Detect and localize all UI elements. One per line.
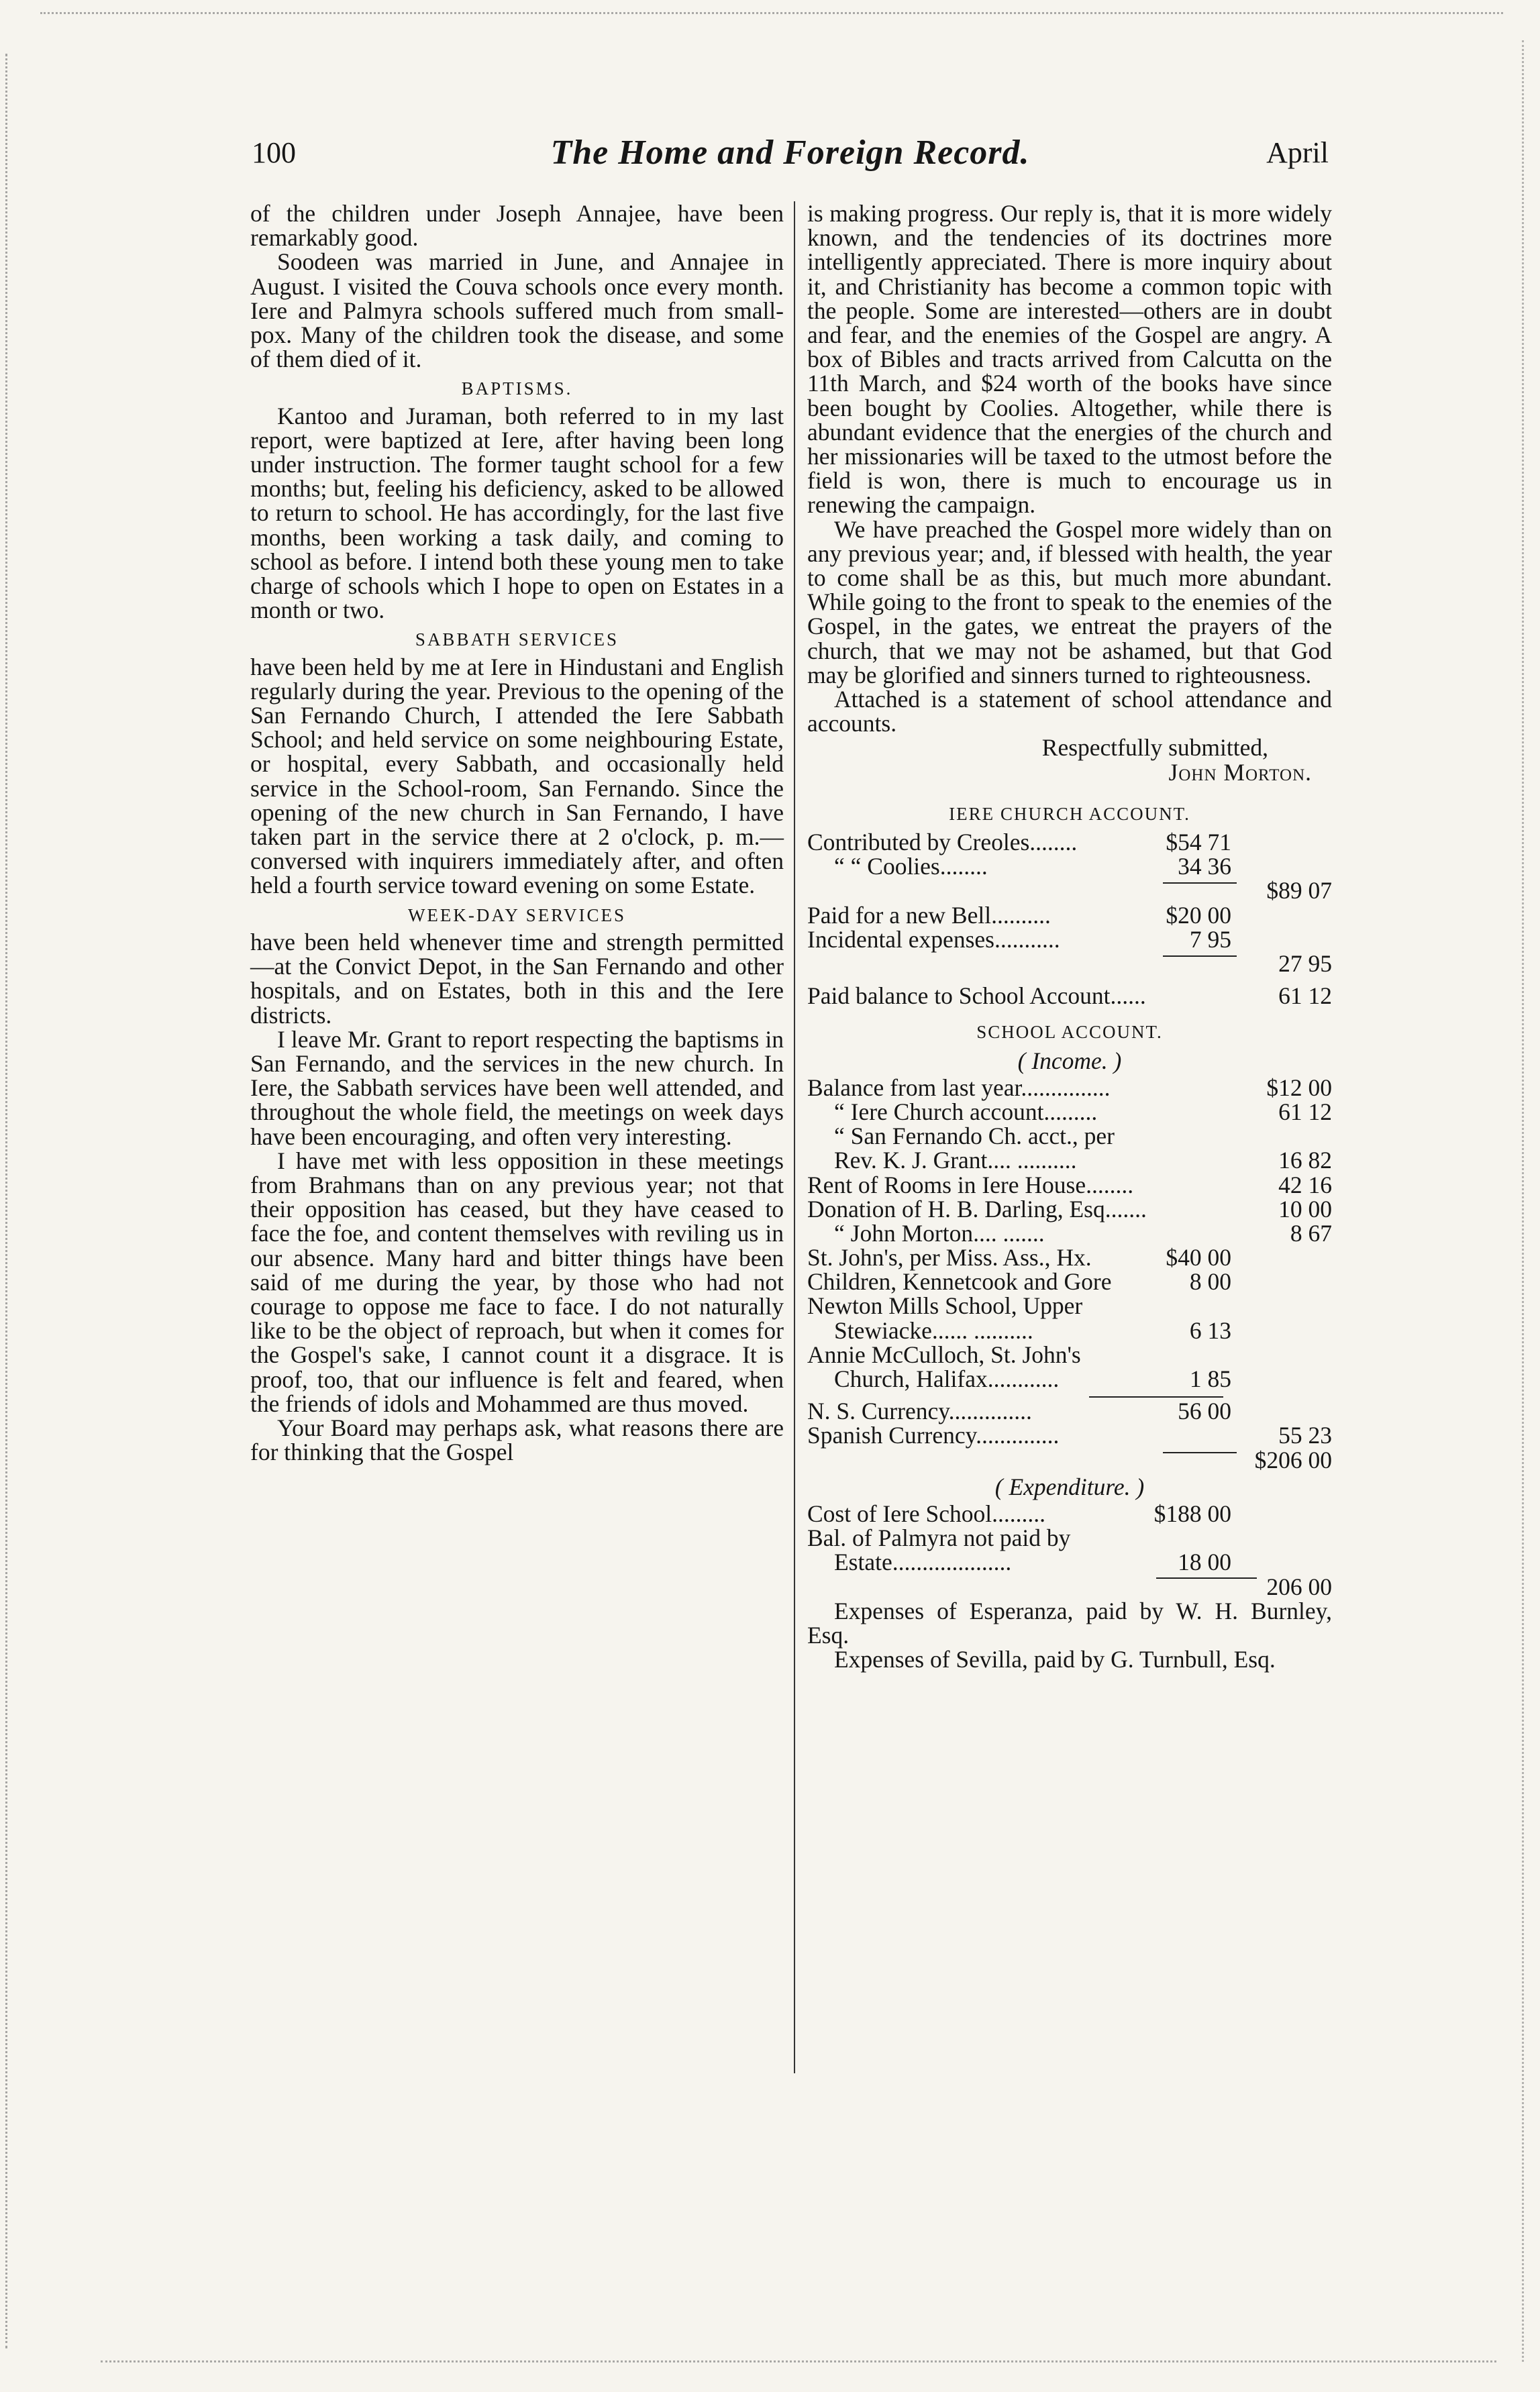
ledger-label: St. John's, per Miss. Ass., Hx.	[807, 1244, 1092, 1271]
paragraph: We have preached the Gospel more widely than on any previous year; and, if blessed with health, the year to come shall be as this, but much more abundant. While going to the front to speak to the enemies of the Gospel, in the gates, we entreat the prayers of the church, that we may not be ashamed, but that God may be glorified and sinners turned to righteousness.	[807, 515, 1332, 688]
section-heading: BAPTISMS.	[461, 378, 573, 399]
ledger-row	[807, 1294, 1332, 1318]
ledger-amount: 56 00	[1178, 1398, 1231, 1425]
ledger-row	[807, 1423, 1332, 1447]
ledger-row	[807, 1076, 1332, 1100]
ledger-row	[807, 1575, 1332, 1599]
ledger-label: N. S. Currency..............	[807, 1398, 1032, 1425]
ledger-amount: $40 00	[1166, 1244, 1231, 1271]
sum-rule	[1163, 955, 1237, 957]
ledger-label: Estate....................	[834, 1549, 1012, 1576]
ledger-row	[807, 984, 1332, 1008]
ledger-label: Church, Halifax............	[834, 1365, 1060, 1393]
income-heading: ( Income. )	[1017, 1047, 1122, 1074]
section-heading: SABBATH SERVICES	[415, 629, 619, 650]
ledger-row	[807, 1367, 1332, 1391]
ledger-label: Balance from last year...............	[807, 1074, 1111, 1101]
right-column	[807, 201, 1332, 1671]
ledger-label: “ Iere Church account.........	[834, 1098, 1098, 1125]
ledger-amount: 8 00	[1189, 1268, 1231, 1296]
ledger-total: $89 07	[1266, 877, 1332, 904]
signature-block	[807, 735, 1332, 784]
ledger-total: 10 00	[1278, 1195, 1332, 1223]
expenditure-table	[807, 1502, 1332, 1599]
ledger-row	[807, 1221, 1332, 1245]
ledger-label: Paid balance to School Account......	[807, 982, 1146, 1010]
ledger-row	[807, 830, 1332, 854]
page-edge-top	[40, 12, 1503, 21]
ledger-amount: $54 71	[1166, 829, 1231, 856]
ledger-row	[807, 1399, 1332, 1423]
ledger-label: Annie McCulloch, St. John's	[807, 1341, 1081, 1368]
paragraph: of the children under Joseph Annajee, have been remarkably good.	[250, 200, 784, 252]
ledger-label: “ John Morton.... .......	[834, 1219, 1045, 1247]
iere-church-account-heading: IERE CHURCH ACCOUNT.	[949, 803, 1190, 824]
ledger-row	[807, 854, 1332, 878]
ledger-amount: 7 95	[1189, 925, 1231, 953]
paragraph: have been held by me at Iere in Hindustani and English regularly during the year. Previous to the opening of the San Fernando Church, I attended the Iere Sabbath School; and held service on some neighbouring Estate, or hospital, every Sabbath, and occasionally held service in the School-room, San Fernando. Since the opening of the new church in San Fernando, I have taken part in the service there at 2 o'clock, p. m.—conversed with inquirers immediately after, and often held a fourth service toward evening on some Estate.	[250, 653, 784, 899]
sum-rule	[1089, 1396, 1223, 1398]
ledger-row	[807, 1448, 1332, 1472]
ledger-amount: 6 13	[1189, 1316, 1231, 1344]
page-edge-bottom	[101, 2360, 1496, 2369]
ledger-label: Donation of H. B. Darling, Esq.......	[807, 1195, 1147, 1223]
author-name: John Morton.	[1168, 758, 1312, 786]
ledger-total: 61 12	[1278, 982, 1332, 1010]
page-number: 100	[252, 136, 296, 169]
expenditure-heading: ( Expenditure. )	[994, 1473, 1145, 1500]
page-edge-left	[5, 54, 14, 2348]
ledger-total: 42 16	[1278, 1171, 1332, 1198]
ledger-label: Contributed by Creoles........	[807, 829, 1078, 856]
expense-note: Expenses of Esperanza, paid by W. H. Burnley, Esq.	[807, 1597, 1332, 1649]
paragraph: I leave Mr. Grant to report respecting the baptisms in San Fernando, and the services in the new church. In Iere, the Sabbath services have been well attended, and throughout the whole field, the meetings on week days have been encouraging, and often very interesting.	[250, 1025, 784, 1150]
paragraph: Attached is a statement of school attendance and accounts.	[807, 686, 1332, 737]
ledger-label: Bal. of Palmyra not paid by	[807, 1524, 1071, 1552]
ledger-row	[807, 1318, 1332, 1343]
ledger-amount: $20 00	[1166, 901, 1231, 929]
ledger-row	[807, 878, 1332, 902]
section-heading: WEEK-DAY SERVICES	[407, 904, 627, 925]
ledger-label: Stewiacke...... ..........	[834, 1316, 1033, 1344]
paragraph: I have met with less opposition in these meetings from Brahmans than on any previous year; not that their opposition has ceased, but they have ceased to face the foe, and content themselves with reviling us in our absence. Many hard and bitter things have been said of me during the year, by those who had not courage to oppose me face to face. I do not naturally like to be the object of reproach, but when it comes for the Gospel's sake, I cannot count it a disgrace. It is proof, too, that our influence is felt and feared, when the friends of idols and Mohammed are thus moved.	[250, 1147, 784, 1417]
ledger-amount: 34 36	[1178, 853, 1231, 880]
ledger-row	[807, 1502, 1332, 1526]
ledger-row	[807, 1173, 1332, 1197]
ledger-row	[807, 951, 1332, 976]
journal-title: The Home and Foreign Record.	[550, 134, 1030, 172]
running-header	[252, 136, 1329, 176]
ledger-row	[807, 1124, 1332, 1148]
ledger-row	[807, 1100, 1332, 1124]
ledger-total: 16 82	[1278, 1147, 1332, 1174]
ledger-row	[807, 1343, 1332, 1367]
issue-month: April	[1266, 136, 1329, 169]
ledger-row	[807, 1550, 1332, 1574]
ledger-label: Rev. K. J. Grant.... ..........	[834, 1147, 1077, 1174]
ledger-amount: 1 85	[1189, 1365, 1231, 1393]
sum-rule	[1163, 882, 1237, 884]
ledger-row	[807, 903, 1332, 927]
ledger-label: “ “ Coolies........	[834, 853, 988, 880]
page-edge-right	[1522, 40, 1531, 2362]
ledger-label: Newton Mills School, Upper	[807, 1292, 1083, 1320]
school-account-heading: SCHOOL ACCOUNT.	[976, 1022, 1163, 1043]
ledger-row	[807, 1197, 1332, 1221]
ledger-label: Incidental expenses...........	[807, 925, 1060, 953]
ledger-row	[807, 1245, 1332, 1269]
sign-off: Respectfully submitted,	[1041, 734, 1268, 762]
expense-note: Expenses of Sevilla, paid by G. Turnbull, Esq.	[834, 1646, 1276, 1673]
ledger-total: 61 12	[1278, 1098, 1332, 1125]
paragraph: is making progress. Our reply is, that it is more widely known, and the tendencies of its doctrines more intelligently appreciated. There is more inquiry about it, and Christianity has become a common topic with the people. Some are interested—others are in doubt and fear, and the enemies of the Gospel are angry. A box of Bibles and tracts arrived from Calcutta on the 11th March, and $24 worth of the books have since been bought by Coolies. Altogether, while there is abundant evidence that the energies of the church and her missionaries will be taxed to the utmost before the field is won, there is much to encourage us in renewing the campaign.	[807, 200, 1332, 519]
paragraph: Your Board may perhaps ask, what reasons there are for thinking that the Gospel	[250, 1414, 784, 1466]
sum-rule	[1163, 1452, 1237, 1453]
ledger-total: 8 67	[1290, 1219, 1332, 1247]
ledger-label: Rent of Rooms in Iere House........	[807, 1171, 1134, 1198]
ledger-label: Children, Kennetcook and Gore	[807, 1268, 1112, 1296]
paragraph: have been held whenever time and strength permitted—at the Convict Depot, in the San Fernando and other hospitals, and on Estates, both in this and the Iere districts.	[250, 928, 784, 1029]
ledger-label: Cost of Iere School.........	[807, 1500, 1045, 1527]
paragraph: Soodeen was married in June, and Annajee in August. I visited the Couva schools once every month. Iere and Palmyra schools suffered much from small-pox. Many of the children took the disease, and some of them died of it.	[250, 248, 784, 373]
column-rule	[794, 201, 795, 2073]
ledger-row	[807, 927, 1332, 951]
ledger-total: 55 23	[1278, 1422, 1332, 1449]
sum-rule	[1156, 1577, 1257, 1579]
ledger-amount: $188 00	[1153, 1500, 1231, 1527]
ledger-row	[807, 1526, 1332, 1550]
ledger-amount: 18 00	[1178, 1549, 1231, 1576]
ledger-label: Paid for a new Bell..........	[807, 901, 1051, 929]
income-table	[807, 1076, 1332, 1472]
ledger-row	[807, 1269, 1332, 1294]
iere-church-account-table	[807, 830, 1332, 1008]
ledger-total: $12 00	[1266, 1074, 1332, 1101]
paragraph: Kantoo and Juraman, both referred to in my last report, were baptized at Iere, after having been long under instruction. The former taught school for a few months; but, feeling his deficiency, asked to be allowed to return to school. He has accordingly, for the last five months, been working a task daily, and coming to school as before. I intend both these young men to take charge of schools which I hope to open on Estates in a month or two.	[250, 402, 784, 624]
ledger-row	[807, 1148, 1332, 1172]
left-column	[250, 201, 784, 1464]
ledger-label: “ San Fernando Ch. acct., per	[834, 1123, 1115, 1150]
ledger-total: 206 00	[1266, 1573, 1332, 1600]
ledger-total: 27 95	[1278, 950, 1332, 978]
ledger-label: Spanish Currency..............	[807, 1422, 1060, 1449]
ledger-total: $206 00	[1254, 1446, 1332, 1473]
